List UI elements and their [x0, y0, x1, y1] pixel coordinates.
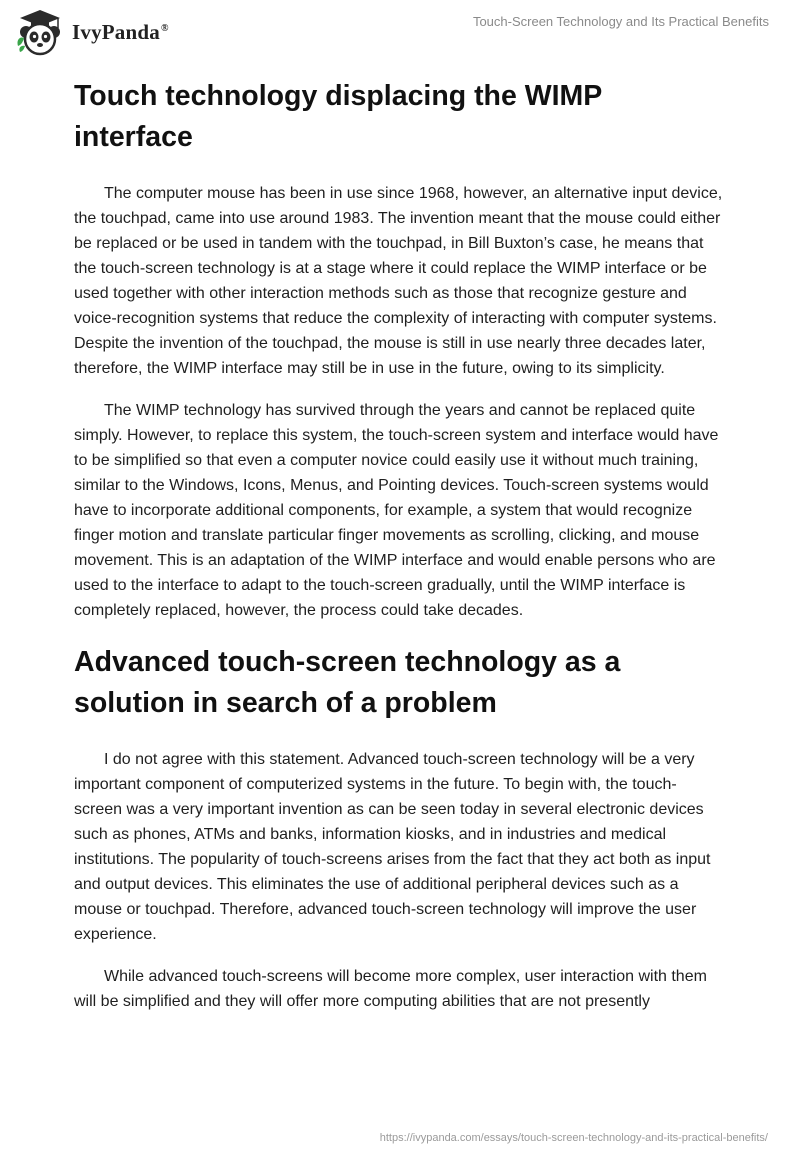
section-heading-wimp: Touch technology displacing the WIMP interface [74, 80, 602, 153]
essay-body [74, 76, 724, 1014]
running-title: Touch-Screen Technology and Its Practical Benefits [472, 14, 769, 29]
paragraph: The computer mouse has been in use since 1968, however, an alternative input device, the touchpad, came into use around 1983. The invention meant that the mouse could either be replaced or be used in tandem with the touchpad, in Bill Buxton’s case, he means that the touch-screen technology is at a stage where it could replace the WIMP interface or be used together with other interaction methods such as those that recognize gesture and voice-recognition systems that reduce the complexity of interacting with computer systems. Despite the invention of the touchpad, the mouse is still in use nearly three decades later, therefore, the WIMP interface may still be in use in the future, owing to its simplicity. [74, 185, 723, 377]
page-header [0, 0, 800, 60]
source-url-link[interactable]: https://ivypanda.com/essays/touch-screen-technology-and-its-practical-benefits/ [379, 1132, 768, 1144]
section-heading-advanced-touch: Advanced touch-screen technology as a solution in search of a problem [74, 646, 621, 719]
panda-logo-icon [14, 8, 66, 56]
paragraph: I do not agree with this statement. Advanced touch-screen technology will be a very important component of computerized systems in the future. To begin with, the touch-screen was a very important invention as can be seen today in several electronic devices such as phones, ATMs and banks, information kiosks, and in industries and medical institutions. The popularity of touch-screens arises from the fact that they act both as input and output devices. This eliminates the use of additional peripheral devices such as a mouse or touchpad. Therefore, advanced touch-screen technology will improve the user experience. [74, 751, 711, 943]
brand-name: IvyPanda® [72, 19, 169, 44]
paragraph: The WIMP technology has survived through the years and cannot be replaced quite simply. However, to replace this system, the touch-screen system and interface would have to be simplified so that even a computer novice could easily use it without much training, similar to the Windows, Icons, Menus, and Pointing devices. Touch-screen systems would have to incorporate additional components, for example, a system that would recognize finger motion and translate particular finger movements as scrolling, clicking, and mouse movement. This is an adaptation of the WIMP interface and would enable persons who are used to the interface to adapt to the touch-screen gradually, until the WIMP interface is completely replaced, however, the process could take decades. [74, 402, 719, 619]
paragraph: While advanced touch-screens will become more complex, user interaction with them will be simplified and they will offer more computing abilities that are not presently [74, 968, 707, 1010]
ivypanda-logo[interactable] [14, 8, 169, 56]
